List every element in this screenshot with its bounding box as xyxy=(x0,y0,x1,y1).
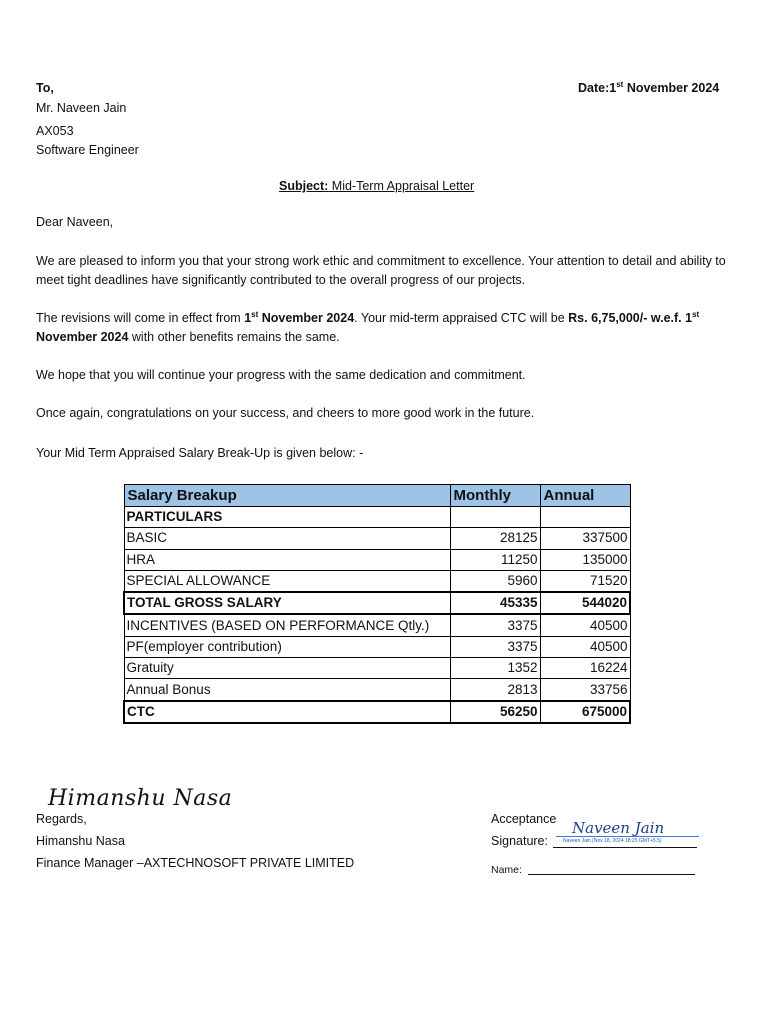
table-row xyxy=(124,658,630,679)
employee-signature: Naveen Jain xyxy=(572,819,665,837)
empty-cell xyxy=(450,507,540,528)
name-label: Name: xyxy=(491,864,522,876)
row-label: INCENTIVES (BASED ON PERFORMANCE Qtly.) xyxy=(124,614,450,636)
row-annual: 40500 xyxy=(540,614,630,636)
manager-signature: Himanshu Nasa xyxy=(48,786,233,811)
subject-line: Subject: Mid-Term Appraisal Letter xyxy=(279,179,475,193)
header-annual: Annual xyxy=(540,485,630,507)
row-annual: 71520 xyxy=(540,570,630,592)
row-monthly: 28125 xyxy=(450,528,540,549)
header-monthly: Monthly xyxy=(450,485,540,507)
empty-cell xyxy=(540,507,630,528)
section-label: PARTICULARS xyxy=(124,507,450,528)
row-monthly: 2813 xyxy=(450,679,540,701)
row-monthly: 56250 xyxy=(450,701,540,723)
table-row-total xyxy=(124,592,630,614)
row-label: PF(employer contribution) xyxy=(124,636,450,657)
row-monthly: 1352 xyxy=(450,658,540,679)
row-label: BASIC xyxy=(124,528,450,549)
row-annual: 337500 xyxy=(540,528,630,549)
esign-stamp: Naveen Jain (Nov 18, 2024 18:25 GMT+5.5) xyxy=(563,838,662,844)
table-row xyxy=(124,614,630,636)
paragraph-1: We are pleased to inform you that your strong work ethic and commitment to excellence. Your attention to detail and ability to meet tight deadlines have significantly contributed to the overall progress of our projects. xyxy=(36,254,726,287)
designation: Software Engineer xyxy=(36,143,139,157)
table-row xyxy=(124,570,630,592)
greeting: Dear Naveen, xyxy=(36,215,114,229)
row-label: CTC xyxy=(124,701,450,723)
row-label: HRA xyxy=(124,549,450,570)
salary-breakup-table xyxy=(123,484,631,724)
name-line xyxy=(528,874,695,875)
table-row-ctc xyxy=(124,701,630,723)
paragraph-5: Your Mid Term Appraised Salary Break-Up is given below: - xyxy=(36,446,364,460)
employee-id: AX053 xyxy=(36,124,74,138)
row-label: TOTAL GROSS SALARY xyxy=(124,592,450,614)
paragraph-4: Once again, congratulations on your success, and cheers to more good work in the future. xyxy=(36,406,535,420)
table-header-row xyxy=(124,485,630,507)
row-label: Annual Bonus xyxy=(124,679,450,701)
regards: Regards, xyxy=(36,812,87,826)
row-annual: 544020 xyxy=(540,592,630,614)
to-label: To, xyxy=(36,81,54,95)
row-monthly: 5960 xyxy=(450,570,540,592)
table-section-row xyxy=(124,507,630,528)
signatory-name: Himanshu Nasa xyxy=(36,834,125,848)
paragraph-2: The revisions will come in effect from 1st November 2024. Your mid-term appraised CTC will be Rs. 6,75,000/- w.e.f. 1st November 2024 with other benefits remains the same. xyxy=(36,310,700,344)
signature-line xyxy=(553,847,697,848)
row-monthly: 3375 xyxy=(450,614,540,636)
table-row xyxy=(124,679,630,701)
esign-underline xyxy=(556,836,699,837)
row-annual: 33756 xyxy=(540,679,630,701)
row-monthly: 3375 xyxy=(450,636,540,657)
signatory-title: Finance Manager –AXTECHNOSOFT PRIVATE LIMITED xyxy=(36,856,355,870)
row-label: SPECIAL ALLOWANCE xyxy=(124,570,450,592)
row-monthly: 11250 xyxy=(450,549,540,570)
row-annual: 135000 xyxy=(540,549,630,570)
letter-date: Date:1st November 2024 xyxy=(578,80,720,95)
row-annual: 675000 xyxy=(540,701,630,723)
table-row xyxy=(124,528,630,549)
header-salary-breakup: Salary Breakup xyxy=(124,485,450,507)
table-row xyxy=(124,636,630,657)
signature-label: Signature: xyxy=(491,834,548,848)
table-row xyxy=(124,549,630,570)
row-annual: 40500 xyxy=(540,636,630,657)
row-annual: 16224 xyxy=(540,658,630,679)
row-monthly: 45335 xyxy=(450,592,540,614)
acceptance-label: Acceptance xyxy=(491,812,557,826)
recipient-name: Mr. Naveen Jain xyxy=(36,101,127,115)
paragraph-3: We hope that you will continue your progress with the same dedication and commitment. xyxy=(36,368,526,382)
row-label: Gratuity xyxy=(124,658,450,679)
